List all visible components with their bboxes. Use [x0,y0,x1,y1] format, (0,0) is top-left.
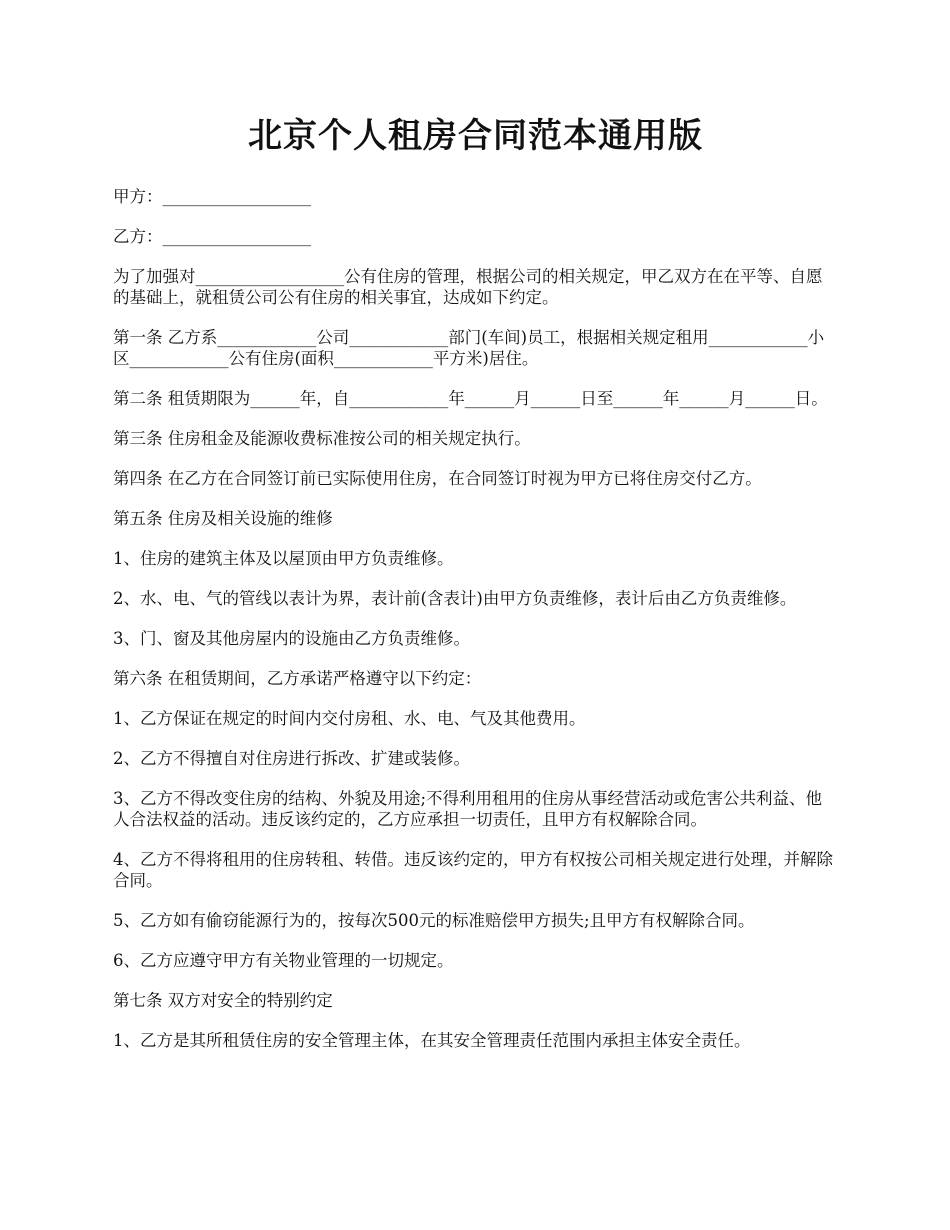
article-6-item-4: 4、乙方不得将租用的住房转租、转借。违反该约定的，甲方有权按公司相关规定进行处理，并解除合同。 [113,850,833,890]
article-5-item-3: 3、门、窗及其他房屋内的设施由乙方负责维修。 [113,629,470,648]
article-5-heading: 第五条 住房及相关设施的维修 [113,509,333,528]
document-title: 北京个人租房合同范本通用版 [248,116,703,156]
article-3: 第三条 住房租金及能源收费标准按公司的相关规定执行。 [113,429,531,448]
article-6-item-6: 6、乙方应遵守甲方有关物业管理的一切规定。 [113,951,454,970]
preamble-paragraph: 为了加强对__________________公有住房的管理，根据公司的相关规定，甲乙双方在在平等、自愿的基础上，就租赁公司公有住房的相关事宜，达成如下约定。 [113,267,823,307]
party-a-line: 甲方：__________________ [113,187,311,206]
article-7-item-1: 1、乙方是其所租赁住房的安全管理主体，在其安全管理责任范围内承担主体安全责任。 [113,1031,751,1050]
article-6-item-5: 5、乙方如有偷窃能源行为的，按每次500元的标准赔偿甲方损失;且甲方有权解除合同。 [113,911,755,930]
article-6-item-3: 3、乙方不得改变住房的结构、外貌及用途;不得利用租用的住房从事经营活动或危害公共利益、他人合法权益的活动。违反该约定的，乙方应承担一切责任，且甲方有权解除合同。 [113,789,823,829]
article-2: 第二条 租赁期限为______年，自____________年______月______日至______年______月______日。 [113,389,828,408]
article-6-heading: 第六条 在租赁期间，乙方承诺严格遵守以下约定： [113,669,482,688]
article-5-item-1: 1、住房的建筑主体及以屋顶由甲方负责维修。 [113,549,454,568]
article-7-heading: 第七条 双方对安全的特别约定 [113,991,333,1010]
article-5-item-2: 2、水、电、气的管线以表计为界，表计前(含表计)由甲方负责维修，表计后由乙方负责维修。 [113,589,797,608]
article-6-item-1: 1、乙方保证在规定的时间内交付房租、水、电、气及其他费用。 [113,709,586,728]
article-1: 第一条 乙方系____________公司____________部门(车间)员工，根据相关规定租用____________小区____________公有住房(面积____________平方米)居住。 [113,328,825,368]
party-b-line: 乙方：__________________ [113,227,311,246]
article-6-item-2: 2、乙方不得擅自对住房进行拆改、扩建或装修。 [113,749,470,768]
article-4: 第四条 在乙方在合同签订前已实际使用住房，在合同签订时视为甲方已将住房交付乙方。 [113,469,762,488]
document-body [113,186,838,1051]
